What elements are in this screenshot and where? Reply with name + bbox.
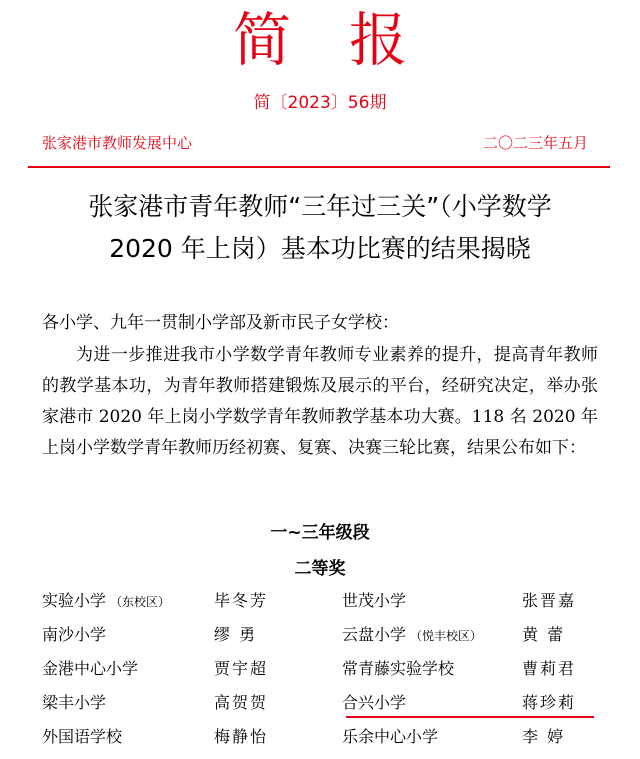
school-cell bbox=[342, 690, 406, 713]
school-cell bbox=[342, 588, 406, 611]
masthead-title: 简报 bbox=[232, 6, 465, 74]
teacher-name: 毕冬芳 bbox=[214, 591, 269, 610]
school-name: 合兴小学 bbox=[342, 693, 407, 712]
school-name: 云盘小学 bbox=[342, 625, 407, 644]
teacher-name: 张晋嘉 bbox=[522, 591, 577, 610]
teacher-name: 李 婷 bbox=[522, 727, 566, 746]
school-cell bbox=[42, 656, 138, 679]
article-title-line1: 张家港市青年教师“三年过三关”（小学数学 bbox=[88, 192, 552, 221]
grade-section-heading: 一~三年级段 bbox=[270, 523, 370, 543]
winner-row bbox=[0, 724, 640, 754]
school-cell bbox=[342, 724, 438, 747]
teacher-name: 贾宇超 bbox=[214, 659, 269, 678]
school-name: 世茂小学 bbox=[342, 591, 407, 610]
winner-row bbox=[0, 622, 640, 652]
school-cell bbox=[342, 656, 454, 679]
school-cell bbox=[42, 588, 170, 611]
red-underline bbox=[346, 716, 594, 718]
school-name: 梁丰小学 bbox=[42, 693, 107, 712]
issue-date: 二〇二三年五月 bbox=[482, 134, 588, 152]
header-divider bbox=[28, 166, 610, 168]
salutation: 各小学、九年一贯制小学部及新市民子女学校： bbox=[42, 313, 399, 333]
teacher-name: 梅静怡 bbox=[214, 727, 269, 746]
article-title bbox=[30, 186, 610, 270]
teacher-name: 曹莉君 bbox=[522, 659, 577, 678]
winner-row bbox=[0, 588, 640, 618]
school-cell bbox=[42, 690, 106, 713]
school-name: 金港中心小学 bbox=[42, 659, 139, 678]
issuing-org: 张家港市教师发展中心 bbox=[42, 134, 193, 152]
teacher-name: 黄 蕾 bbox=[522, 625, 566, 644]
winner-row bbox=[0, 656, 640, 686]
school-name: 实验小学 bbox=[42, 591, 107, 610]
school-name: 乐余中心小学 bbox=[342, 727, 439, 746]
school-cell bbox=[42, 724, 122, 747]
school-name: 外国语学校 bbox=[42, 727, 123, 746]
teacher-name: 高贺贺 bbox=[214, 693, 269, 712]
issue-number: 简〔2023〕56期 bbox=[253, 93, 387, 113]
campus-note: （悦丰校区） bbox=[410, 629, 483, 643]
school-cell bbox=[342, 622, 482, 645]
campus-note: （东校区） bbox=[110, 595, 171, 609]
school-cell bbox=[42, 622, 106, 645]
teacher-name: 缪 勇 bbox=[214, 625, 258, 644]
award-section-heading: 二等奖 bbox=[294, 559, 346, 579]
teacher-name: 蒋珍莉 bbox=[522, 693, 577, 712]
article-title-line2: 2020 年上岗）基本功比赛的结果揭晓 bbox=[109, 234, 531, 263]
school-name: 南沙小学 bbox=[42, 625, 107, 644]
body-paragraph: 为进一步推进我市小学数学青年教师专业素养的提升，提高青年教师的教学基本功，为青年教师搭建锻炼及展示的平台，经研究决定，举办张家港市 2020 年上岗小学数学青年教师教学基本功大赛。118 名 2020 年上岗小学数学青年教师历经初赛、复赛、决赛三轮比赛，结果公布如下： bbox=[42, 345, 598, 458]
school-name: 常青藤实验学校 bbox=[342, 659, 455, 678]
